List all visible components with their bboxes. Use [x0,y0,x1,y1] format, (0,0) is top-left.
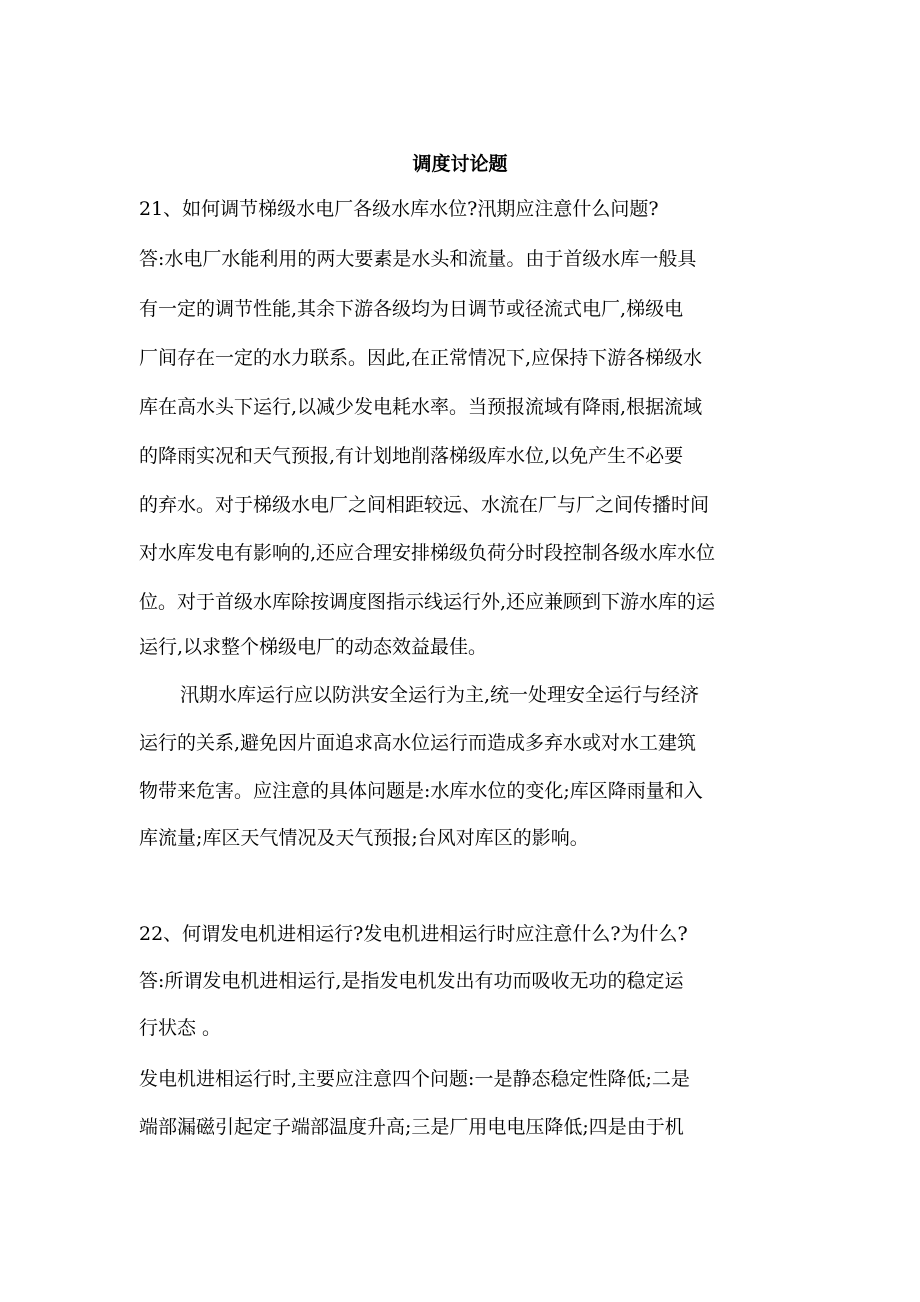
text-line: 行状态 。 [139,1017,222,1039]
text-line: 答:水电厂水能利用的两大要素是水头和流量。由于首级水库一般具 [139,248,697,270]
text-line: 对水库发电有影响的,还应合理安排梯级负荷分时段控制各级水库水位 [139,542,716,564]
text-line: 库流量;库区天气情况及天气预报;台风对库区的影响。 [139,827,589,849]
question-22-heading: 22、何谓发电机进相运行?发电机进相运行时应注意什么?为什么? [139,923,688,945]
text-line: 答:所谓发电机进相运行,是指发电机发出有功而吸收无功的稳定运 [139,970,684,992]
text-line: 的降雨实况和天气预报,有计划地削落梯级库水位,以免产生不必要 [139,445,684,467]
text-line: 位。对于首级水库除按调度图指示线运行外,还应兼顾到下游水库的运 [139,591,716,613]
paragraph-start-line: 汛期水库运行应以防洪安全运行为主,统一处理安全运行与经济 [180,684,700,706]
text-line: 库在高水头下运行,以减少发电耗水率。当预报流域有降雨,根据流域 [139,396,703,418]
question-21-heading: 21、如何调节梯级水电厂各级水库水位?汛期应注意什么问题? [139,198,659,220]
document-title: 调度讨论题 [412,153,508,175]
text-line: 的弃水。对于梯级水电厂之间相距较远、水流在厂与厂之间传播时间 [139,494,710,516]
text-line: 运行的关系,避免因片面追求高水位运行而造成多弃水或对水工建筑 [139,732,697,754]
text-line: 厂间存在一定的水力联系。因此,在正常情况下,应保持下游各梯级水 [139,347,703,369]
text-line: 发电机进相运行时,主要应注意四个问题:一是静态稳定性降低;二是 [139,1068,690,1090]
text-line: 运行,以求整个梯级电厂的动态效益最佳。 [139,636,488,658]
text-line: 物带来危害。应注意的具体问题是:水库水位的变化;库区降雨量和入 [139,780,703,802]
text-line: 有一定的调节性能,其余下游各级均为日调节或径流式电厂,梯级电 [139,298,684,320]
text-line: 端部漏磁引起定子端部温度升高;三是厂用电电压降低;四是由于机 [139,1116,684,1138]
